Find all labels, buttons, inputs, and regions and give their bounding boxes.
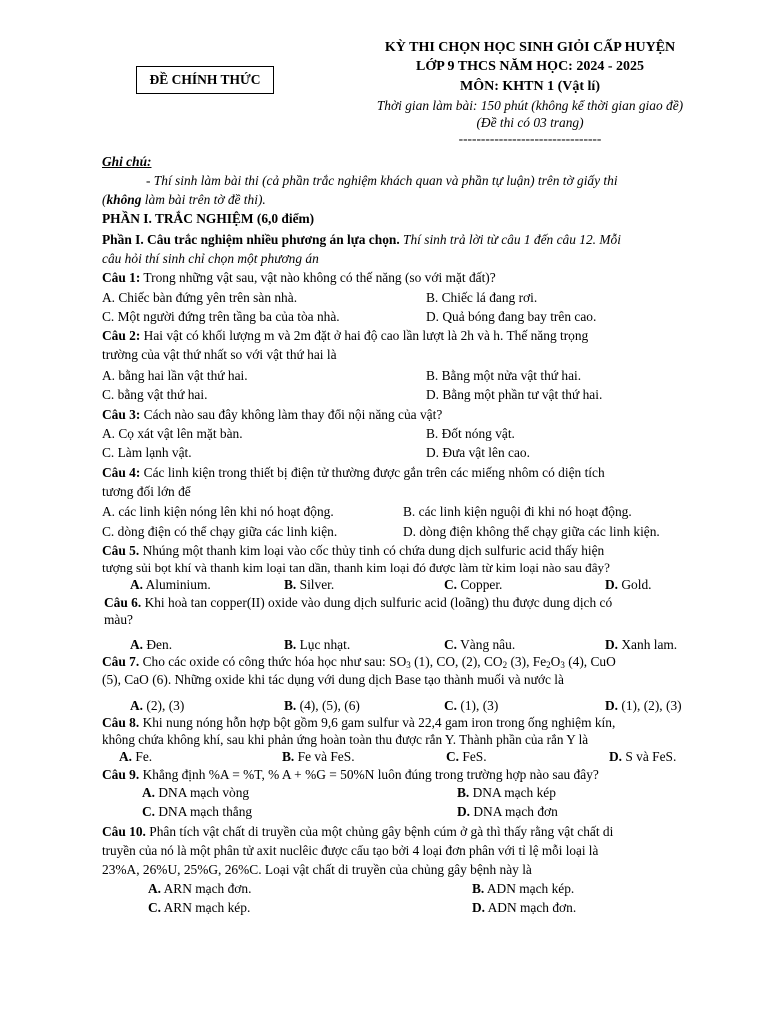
q7-option-a: A. (2), (3) — [130, 698, 185, 713]
q8-option-a: A. Fe. — [119, 749, 153, 764]
note-label: Ghi chú: — [102, 154, 152, 169]
question-2: Câu 2: Hai vật có khối lượng m và 2m đặt ở hai độ cao lần lượt là 2h và h. Thế năng trọng — [102, 328, 589, 343]
q8-option-c: C. FeS. — [446, 749, 487, 764]
q9-option-b: B. DNA mạch kép — [457, 785, 556, 800]
question-2-cont: trường của vật thứ nhất so với vật thứ hai là — [102, 347, 337, 362]
note-line-2: (không làm bài trên tờ đề thi). — [102, 192, 266, 207]
q1-option-c: C. Một người đứng trên tầng ba của tòa nhà. — [102, 309, 340, 324]
q2-option-b: B. Bằng một nửa vật thứ hai. — [426, 368, 582, 383]
question-10-cont-1: truyền của nó là một phân tử axit nuclêic được cấu tạo bởi 4 loại đơn phân với tỉ lệ mỗi loại là — [102, 843, 599, 858]
header-divider: -------------------------------- — [458, 131, 602, 146]
q3-option-a: A. Cọ xát vật lên mặt bàn. — [102, 426, 243, 441]
q7-option-c: C. (1), (3) — [444, 698, 499, 713]
question-4-cont: tương đối lớn để — [102, 484, 191, 499]
q3-option-b: B. Đốt nóng vật. — [426, 426, 515, 441]
question-5-cont: tượng sủi bọt khí và thanh kim loại tan dần, thanh kim loại đó được làm từ kim loại nào sau đây? — [102, 560, 610, 575]
official-exam-badge: ĐỀ CHÍNH THỨC — [136, 66, 274, 94]
q6-option-c: C. Vàng nâu. — [444, 637, 516, 652]
q6-option-d: D. Xanh lam. — [605, 637, 678, 652]
q3-option-d: D. Đưa vật lên cao. — [426, 445, 530, 460]
subject: MÔN: KHTN 1 (Vật lí) — [460, 79, 600, 94]
q10-option-d: D. ADN mạch đơn. — [472, 900, 577, 915]
q1-option-d: D. Quả bóng đang bay trên cao. — [426, 309, 597, 324]
question-1: Câu 1: Trong những vật sau, vật nào không có thế năng (so với mặt đất)? — [102, 270, 496, 285]
q2-option-c: C. bằng vật thứ hai. — [102, 387, 208, 402]
question-8-cont: không chứa không khí, sau khi phản ứng hoàn toàn thu được rắn Y. Thành phần của rắn Y là — [102, 732, 589, 747]
q7-option-b: B. (4), (5), (6) — [284, 698, 360, 713]
q8-option-d: D. S và FeS. — [609, 749, 677, 764]
question-5: Câu 5. Nhúng một thanh kim loại vào cốc thủy tinh có chứa dung dịch sulfuric acid thấy hiện — [102, 543, 605, 558]
q9-option-c: C. DNA mạch thẳng — [142, 804, 253, 819]
q8-option-b: B. Fe và FeS. — [282, 749, 355, 764]
q2-option-d: D. Bằng một phần tư vật thứ hai. — [426, 387, 603, 402]
q4-option-d: D. dòng điện không thể chạy giữa các linh kiện. — [403, 524, 660, 539]
q4-option-a: A. các linh kiện nóng lên khi nó hoạt động. — [102, 504, 334, 519]
q10-option-b: B. ADN mạch kép. — [472, 881, 575, 896]
part-instruction-1: Phần I. Câu trắc nghiệm nhiều phương án lựa chọn. Thí sinh trả lời từ câu 1 đến câu 12. Mỗi — [102, 232, 621, 247]
q10-option-c: C. ARN mạch kép. — [148, 900, 251, 915]
q7-option-d: D. (1), (2), (3) — [605, 698, 682, 713]
question-8: Câu 8. Khi nung nóng hỗn hợp bột gồm 9,6 gam sulfur và 22,4 gam iron trong ống nghiệm kín, — [102, 715, 616, 730]
q1-option-b: B. Chiếc lá đang rơi. — [426, 290, 538, 305]
part-heading: PHẦN I. TRẮC NGHIỆM (6,0 điểm) — [102, 211, 315, 226]
q2-option-a: A. bằng hai lần vật thứ hai. — [102, 368, 248, 383]
question-10: Câu 10. Phân tích vật chất di truyền của một chủng gây bệnh cúm ở gà thì thấy rằng vật chất di — [102, 824, 614, 839]
q9-option-a: A. DNA mạch vòng — [142, 785, 250, 800]
page-count: (Đề thi có 03 trang) — [476, 115, 584, 130]
question-6: Câu 6. Khi hoà tan copper(II) oxide vào dung dịch sulfuric acid (loãng) thu được dung dịch có — [104, 595, 613, 610]
q5-option-d: D. Gold. — [605, 577, 652, 592]
q4-option-c: C. dòng điện có thể chạy giữa các linh kiện. — [102, 524, 338, 539]
q1-option-a: A. Chiếc bàn đứng yên trên sàn nhà. — [102, 290, 298, 305]
question-6-cont: màu? — [104, 612, 133, 627]
q5-option-c: C. Copper. — [444, 577, 503, 592]
time-allowed: Thời gian làm bài: 150 phút (không kể thời gian giao đề) — [376, 98, 684, 113]
question-7-cont: (5), CaO (6). Những oxide khi tác dụng với dung dịch Base tạo thành muối và nước là — [102, 672, 564, 687]
question-10-cont-2: 23%A, 26%U, 25%G, 26%C. Loại vật chất di truyền của chủng gây bệnh này là — [102, 862, 532, 877]
q6-option-a: A. Đen. — [130, 637, 173, 652]
q6-option-b: B. Lục nhạt. — [284, 637, 351, 652]
question-3: Câu 3: Cách nào sau đây không làm thay đổi nội năng của vật? — [102, 407, 443, 422]
grade-year: LỚP 9 THCS NĂM HỌC: 2024 - 2025 — [415, 59, 645, 74]
q3-option-c: C. Làm lạnh vật. — [102, 445, 192, 460]
question-9: Câu 9. Khẳng định %A = %T, % A + %G = 50%N luôn đúng trong trường hợp nào sau đây? — [102, 767, 599, 782]
q9-option-d: D. DNA mạch đơn — [457, 804, 558, 819]
q5-option-a: A. Aluminium. — [130, 577, 211, 592]
question-7: Câu 7. Cho các oxide có công thức hóa học như sau: $SO_3$ (1), CO, (2), $CO_2$ (3), $Fe_2O_3$ (4), CuO — [102, 654, 616, 670]
note-line-1: - Thí sinh làm bài thi (cả phần trắc nghiệm khách quan và phần tự luận) trên tờ giấy thi — [146, 173, 618, 188]
question-4: Câu 4: Các linh kiện trong thiết bị điện tử thường được gắn trên các miếng nhôm có diện tích — [102, 465, 605, 480]
part-instruction-2: câu hỏi thí sinh chỉ chọn một phương án — [102, 251, 319, 266]
q10-option-a: A. ARN mạch đơn. — [148, 881, 252, 896]
exam-title: KỲ THI CHỌN HỌC SINH GIỎI CẤP HUYỆN — [384, 40, 676, 55]
q4-option-b: B. các linh kiện nguội đi khi nó hoạt động. — [403, 504, 632, 519]
q5-option-b: B. Silver. — [284, 577, 335, 592]
